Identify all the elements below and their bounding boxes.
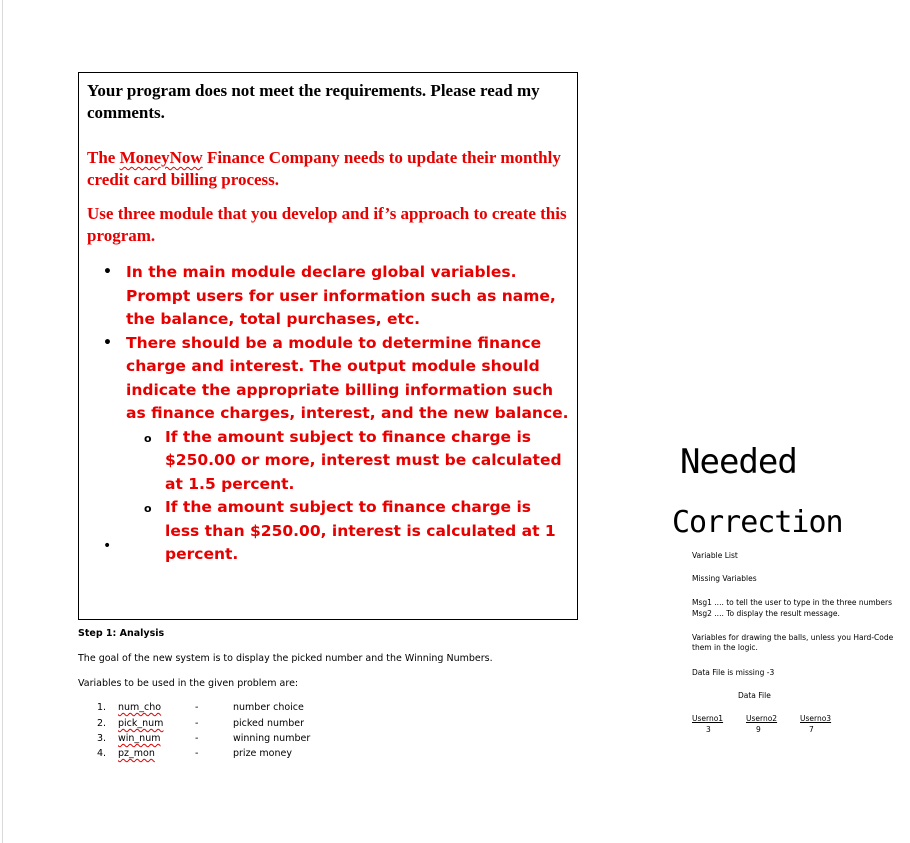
- step-heading: Step 1: Analysis: [78, 628, 165, 639]
- list-item: • In the main module declare global variables. Prompt users for user information such as name, the balance, total purchases, etc.: [103, 263, 556, 328]
- variables-heading: Variables to be used in the given problem are:: [78, 678, 299, 689]
- msg2-note: Msg2 .... To display the result message.: [692, 609, 840, 618]
- sub-list-item: o If the amount subject to finance charge is less than $250.00, interest is calculated at 1 percent.: [144, 498, 556, 563]
- balls-note: Variables for drawing the balls, unless you Hard-Code them in the logic.: [692, 633, 894, 652]
- user-header: Userno3: [800, 714, 832, 723]
- user-header: Userno1: [692, 714, 724, 723]
- comment-intro: Your program does not meet the requirements. Please read my comments.: [87, 81, 540, 122]
- user-value: 7: [809, 725, 814, 734]
- user-value: 3: [706, 725, 711, 734]
- handwritten-needed: Needed: [680, 442, 797, 482]
- bullet-icon: •: [103, 264, 112, 280]
- comment-box: [78, 72, 578, 620]
- company-name: MoneyNow: [119, 148, 203, 167]
- circle-bullet-icon: o: [144, 502, 152, 515]
- user-value: 9: [756, 725, 761, 734]
- variable-list-label: Variable List: [692, 551, 738, 560]
- msg1-note: Msg1 .... to tell the user to type in the three numbers: [692, 598, 893, 607]
- bullet-icon: •: [103, 334, 112, 351]
- goal-text: The goal of the new system is to display the picked number and the Winning Numbers.: [78, 653, 493, 664]
- datafile-missing-note: Data File is missing -3: [692, 668, 775, 677]
- approach-paragraph: Use three module that you develop and if’s approach to create this program.: [87, 204, 567, 245]
- handwritten-correction: Correction: [672, 505, 843, 540]
- data-file-title: Data File: [738, 691, 771, 700]
- list-item: • There should be a module to determine finance charge and interest. The output module should indicate the appropriate billing information such as finance charges, interest, and the new balance.: [103, 333, 569, 422]
- missing-variables-label: Missing Variables: [692, 574, 757, 583]
- circle-bullet-icon: o: [144, 431, 152, 445]
- empty-bullet-icon: •: [103, 538, 112, 554]
- requirements-list: [99, 261, 569, 567]
- user-header: Userno2: [746, 714, 778, 723]
- requirement-paragraph: The MoneyNow Finance Company needs to update their monthly credit card billing process.: [87, 148, 561, 189]
- sub-list-item: o If the amount subject to finance charge is $250.00 or more, interest must be calculated at 1.5 percent.: [144, 427, 562, 493]
